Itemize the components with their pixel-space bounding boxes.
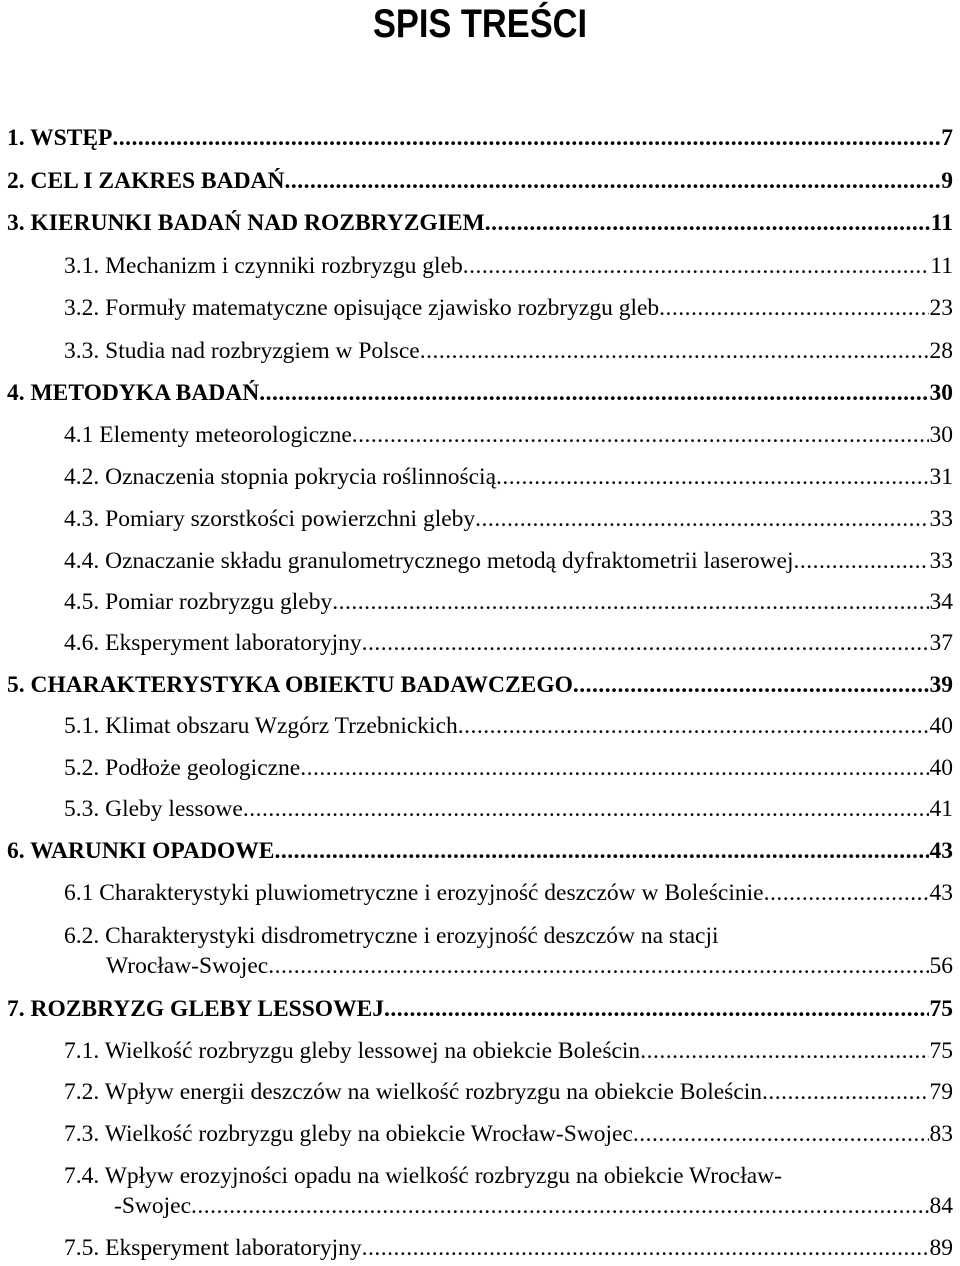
- toc-entry-label: 5.1. Klimat obszaru Wzgórz Trzebnickich: [64, 713, 458, 739]
- toc-entry-page: 7: [941, 125, 953, 151]
- toc-entry-page: 23: [929, 295, 953, 321]
- toc-entry-7-2[interactable]: [64, 1077, 953, 1107]
- toc-entry-label: 5. CHARAKTERYSTYKA OBIEKTU BADAWCZEGO: [7, 672, 573, 698]
- toc-entry-page: 40: [929, 713, 953, 739]
- toc-entry-label: 5.2. Podłoże geologiczne: [64, 755, 301, 781]
- dot-leader: [485, 208, 930, 238]
- dot-leader: [259, 378, 928, 408]
- toc-entry-page: 33: [929, 548, 953, 574]
- toc-entry-label: 4.4. Oznaczanie składu granulometrycznego metodą dyfraktometrii laserowej: [64, 548, 794, 574]
- dot-leader: [420, 336, 929, 366]
- dot-leader: [274, 836, 928, 866]
- dot-leader: [384, 994, 928, 1024]
- dot-leader: [764, 878, 929, 908]
- toc-entry-3-2[interactable]: [64, 293, 953, 323]
- toc-entry-4-2[interactable]: [64, 462, 953, 492]
- toc-entry-label: 3.1. Mechanizm i czynniki rozbryzgu gleb: [64, 253, 463, 279]
- toc-entry-page: 75: [929, 996, 953, 1022]
- dot-leader: [352, 420, 929, 450]
- dot-leader: [332, 587, 928, 617]
- toc-entry-label: 4.5. Pomiar rozbryzgu gleby: [64, 589, 333, 615]
- dot-leader: [458, 711, 929, 741]
- toc-entry-charakterystyka[interactable]: [7, 670, 953, 700]
- toc-entry-label: 1. WSTĘP: [7, 125, 113, 151]
- toc-entry-label: -Swojec: [114, 1193, 192, 1219]
- toc-entry-label: 7.2. Wpływ energii deszczów na wielkość rozbryzgu na obiekcie Boleścin: [64, 1079, 763, 1105]
- toc-entry-label: 7.3. Wielkość rozbryzgu gleby na obiekcie Wrocław-Swojec: [64, 1121, 633, 1147]
- toc-entry-rozbryzg[interactable]: [7, 994, 953, 1024]
- dot-leader: [191, 1191, 928, 1221]
- toc-entry-page: 56: [929, 953, 953, 979]
- toc-entry-6-2-line1[interactable]: 6.2. Charakterystyki disdrometryczne i erozyjność deszczów na stacji: [64, 923, 719, 949]
- dot-leader: [285, 166, 941, 196]
- toc-entry-label: 5.3. Gleby lessowe: [64, 796, 243, 822]
- toc-entry-page: 31: [929, 464, 953, 490]
- toc-entry-label: 6. WARUNKI OPADOWE: [7, 838, 275, 864]
- toc-entry-4-4[interactable]: [64, 546, 953, 576]
- toc-entry-7-5[interactable]: [64, 1233, 953, 1263]
- toc-entry-label: Wrocław-Swojec: [106, 953, 269, 979]
- dot-leader: [300, 753, 928, 783]
- toc-entry-page: 9: [941, 168, 953, 194]
- toc-entry-page: 39: [929, 672, 953, 698]
- toc-entry-page: 40: [929, 755, 953, 781]
- dot-leader: [463, 251, 930, 281]
- toc-entry-label: 7. ROZBRYZG GLEBY LESSOWEJ: [7, 996, 385, 1022]
- toc-entry-metodyka[interactable]: [7, 378, 953, 408]
- toc-entry-page: 28: [929, 338, 953, 364]
- toc-entry-6-2[interactable]: [106, 951, 953, 981]
- dot-leader: [475, 504, 928, 534]
- toc-entry-label: 4.2. Oznaczenia stopnia pokrycia roślinnością: [64, 464, 496, 490]
- toc-entry-warunki[interactable]: [7, 836, 953, 866]
- dot-leader: [243, 794, 929, 824]
- toc-entry-label: 4.1 Elementy meteorologiczne: [64, 422, 352, 448]
- toc-entry-5-3[interactable]: [64, 794, 953, 824]
- toc-entry-page: 11: [930, 210, 953, 236]
- toc-entry-page: 83: [929, 1121, 953, 1147]
- page-title: SPIS TREŚCI: [372, 2, 588, 46]
- toc-entry-wstep[interactable]: [7, 123, 953, 153]
- toc-entry-3-1[interactable]: [64, 251, 953, 281]
- toc-entry-label: 2. CEL I ZAKRES BADAŃ: [7, 168, 285, 194]
- toc-entry-page: 43: [929, 838, 953, 864]
- toc-entry-page: 41: [929, 796, 953, 822]
- toc-entry-4-1[interactable]: [64, 420, 953, 450]
- toc-entry-page: 30: [929, 380, 953, 406]
- toc-entry-5-1[interactable]: [64, 711, 953, 741]
- dot-leader: [633, 1119, 929, 1149]
- dot-leader: [640, 1036, 928, 1066]
- toc-entry-4-3[interactable]: [64, 504, 953, 534]
- toc-entry-7-1[interactable]: [64, 1036, 953, 1066]
- toc-entry-label: 6.1 Charakterystyki pluwiometryczne i erozyjność deszczów w Boleścinie: [64, 880, 764, 906]
- toc-entry-label: 3.3. Studia nad rozbryzgiem w Polsce: [64, 338, 420, 364]
- toc-entry-page: 79: [929, 1079, 953, 1105]
- dot-leader: [362, 1233, 929, 1263]
- dot-leader: [362, 628, 929, 658]
- dot-leader: [268, 951, 928, 981]
- toc-entry-label: 3. KIERUNKI BADAŃ NAD ROZBRYZGIEM: [7, 210, 485, 236]
- toc-entry-7-4-line1[interactable]: 7.4. Wpływ erozyjności opadu na wielkość rozbryzgu na obiekcie Wrocław-: [64, 1163, 782, 1189]
- toc-entry-label: 4.3. Pomiary szorstkości powierzchni gleby: [64, 506, 476, 532]
- dot-leader: [112, 123, 940, 153]
- dot-leader: [659, 293, 928, 323]
- dot-leader: [573, 670, 929, 700]
- toc-entry-6-1[interactable]: [64, 878, 953, 908]
- toc-entry-5-2[interactable]: [64, 753, 953, 783]
- toc-entry-page: 30: [929, 422, 953, 448]
- toc-entry-label: 4. METODYKA BADAŃ: [7, 380, 260, 406]
- toc-entry-4-5[interactable]: [64, 587, 953, 617]
- toc-entry-page: 11: [930, 253, 953, 279]
- toc-entry-cel[interactable]: [7, 166, 953, 196]
- toc-entry-7-3[interactable]: [64, 1119, 953, 1149]
- toc-entry-page: 33: [929, 506, 953, 532]
- dot-leader: [794, 546, 929, 576]
- toc-entry-page: 37: [929, 630, 953, 656]
- dot-leader: [762, 1077, 928, 1107]
- toc-entry-kierunki[interactable]: [7, 208, 953, 238]
- toc-entry-page: 89: [929, 1235, 953, 1261]
- toc-entry-7-4[interactable]: [114, 1191, 953, 1221]
- dot-leader: [496, 462, 929, 492]
- toc-entry-page: 43: [929, 880, 953, 906]
- toc-entry-4-6[interactable]: [64, 628, 953, 658]
- toc-entry-label: 7.5. Eksperyment laboratoryjny: [64, 1235, 362, 1261]
- toc-entry-3-3[interactable]: [64, 336, 953, 366]
- toc-entry-label: 4.6. Eksperyment laboratoryjny: [64, 630, 362, 656]
- toc-entry-page: 75: [929, 1038, 953, 1064]
- toc-entry-page: 34: [929, 589, 953, 615]
- toc-entry-label: 3.2. Formuły matematyczne opisujące zjawisko rozbryzgu gleb: [64, 295, 660, 321]
- toc-entry-page: 84: [929, 1193, 953, 1219]
- toc-entry-label: 7.1. Wielkość rozbryzgu gleby lessowej na obiekcie Boleścin: [64, 1038, 641, 1064]
